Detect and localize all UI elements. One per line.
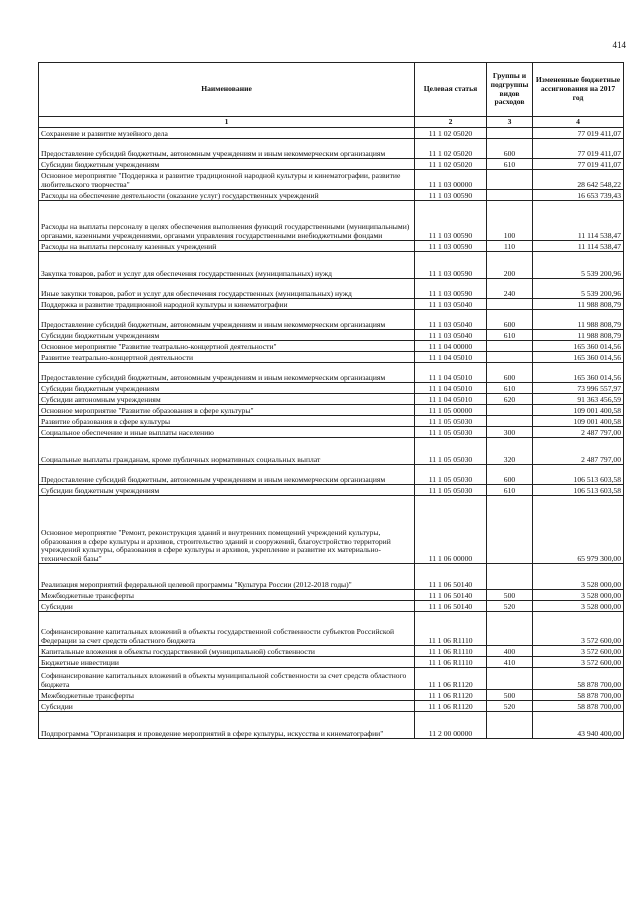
row-name-cell: Софинансирование капитальных вложений в объекты муниципальной собственности за счет средств областного бюджета (39, 668, 415, 690)
row-name-cell: Субсидии бюджетным учреждениям (39, 159, 415, 170)
row-expense-group-cell (487, 128, 533, 139)
table-row (39, 159, 624, 170)
column-number: 2 (415, 117, 487, 128)
table-row (39, 201, 624, 241)
row-expense-group-cell: 300 (487, 427, 533, 438)
table-row (39, 128, 624, 139)
row-name-cell: Субсидии бюджетным учреждениям (39, 383, 415, 394)
row-target-article-cell: 11 1 04 05010 (415, 352, 487, 363)
row-amount-cell: 58 878 700,00 (533, 701, 624, 712)
row-name-cell: Предоставление субсидий бюджетным, автономным учреждениям и иным некоммерческим организациям (39, 310, 415, 330)
row-name-cell: Закупка товаров, работ и услуг для обеспечения государственных (муниципальных) нужд (39, 252, 415, 279)
row-expense-group-cell: 320 (487, 438, 533, 465)
row-target-article-cell: 11 1 03 05040 (415, 299, 487, 310)
row-target-article-cell: 11 1 04 00000 (415, 341, 487, 352)
row-amount-cell: 3 528 000,00 (533, 601, 624, 612)
table-row (39, 352, 624, 363)
row-expense-group-cell: 400 (487, 646, 533, 657)
row-name-cell: Основное мероприятие "Ремонт, реконструкция зданий и внутренних помещений учреждений культуры, образования в сфере культуры и архивов, строительство зданий и сооружений, благоустройство территорий учреждений культуры, образования в сфере культуры и архивов, укрепление и развитие их материально-технической базы" (39, 496, 415, 564)
table-row (39, 612, 624, 646)
row-name-cell: Предоставление субсидий бюджетным, автономным учреждениям и иным некоммерческим организациям (39, 139, 415, 159)
row-amount-cell: 3 572 600,00 (533, 646, 624, 657)
row-amount-cell: 109 001 400,58 (533, 405, 624, 416)
row-expense-group-cell: 610 (487, 383, 533, 394)
row-expense-group-cell (487, 190, 533, 201)
table-row (39, 668, 624, 690)
row-amount-cell: 77 019 411,07 (533, 159, 624, 170)
table-row (39, 601, 624, 612)
row-name-cell: Сохранение и развитие музейного дела (39, 128, 415, 139)
row-target-article-cell: 11 1 06 R1120 (415, 701, 487, 712)
page-number: 414 (612, 40, 626, 50)
row-amount-cell: 3 572 600,00 (533, 612, 624, 646)
column-number: 1 (39, 117, 415, 128)
row-target-article-cell: 11 1 03 00590 (415, 252, 487, 279)
row-expense-group-cell (487, 170, 533, 190)
table-row (39, 438, 624, 465)
row-expense-group-cell: 610 (487, 485, 533, 496)
row-expense-group-cell: 610 (487, 159, 533, 170)
row-name-cell: Расходы на выплаты персоналу в целях обеспечения выполнения функций государственными (муниципальными) органами, казенными учреждениями, органами управления государственными внебюджетными фондами (39, 201, 415, 241)
row-expense-group-cell: 100 (487, 201, 533, 241)
row-target-article-cell: 11 1 03 05040 (415, 310, 487, 330)
row-expense-group-cell (487, 405, 533, 416)
table-row (39, 363, 624, 383)
row-target-article-cell: 11 1 06 R1110 (415, 657, 487, 668)
row-expense-group-cell: 610 (487, 330, 533, 341)
table-row (39, 690, 624, 701)
row-amount-cell: 11 988 808,79 (533, 299, 624, 310)
row-target-article-cell: 11 1 05 00000 (415, 405, 487, 416)
row-amount-cell: 73 996 557,97 (533, 383, 624, 394)
table-row (39, 657, 624, 668)
table-row (39, 496, 624, 564)
row-amount-cell: 91 363 456,59 (533, 394, 624, 405)
row-expense-group-cell: 110 (487, 241, 533, 252)
header-name: Наименование (39, 63, 415, 117)
row-expense-group-cell (487, 352, 533, 363)
row-expense-group-cell: 620 (487, 394, 533, 405)
row-amount-cell: 58 878 700,00 (533, 690, 624, 701)
row-name-cell: Развитие образования в сфере культуры (39, 416, 415, 427)
row-name-cell: Субсидии автономным учреждениям (39, 394, 415, 405)
row-expense-group-cell (487, 612, 533, 646)
row-expense-group-cell (487, 668, 533, 690)
row-amount-cell: 165 360 014,56 (533, 363, 624, 383)
row-name-cell: Капитальные вложения в объекты государственной (муниципальной) собственности (39, 646, 415, 657)
row-target-article-cell: 11 1 05 05030 (415, 416, 487, 427)
table-row (39, 139, 624, 159)
row-amount-cell: 16 653 739,43 (533, 190, 624, 201)
column-number: 3 (487, 117, 533, 128)
row-target-article-cell: 11 1 06 00000 (415, 496, 487, 564)
row-name-cell: Развитие театрально-концертной деятельности (39, 352, 415, 363)
row-expense-group-cell (487, 341, 533, 352)
table-row (39, 465, 624, 485)
row-expense-group-cell: 520 (487, 601, 533, 612)
row-target-article-cell: 11 1 06 R1110 (415, 612, 487, 646)
row-target-article-cell: 11 1 03 00590 (415, 241, 487, 252)
row-amount-cell: 43 940 400,00 (533, 712, 624, 739)
row-expense-group-cell: 240 (487, 279, 533, 299)
row-name-cell: Межбюджетные трансферты (39, 690, 415, 701)
row-name-cell: Основное мероприятие "Поддержка и развитие традиционной народной культуры и кинематографии, развитие любительского творчества" (39, 170, 415, 190)
row-target-article-cell: 11 1 03 00000 (415, 170, 487, 190)
row-amount-cell: 3 572 600,00 (533, 657, 624, 668)
row-expense-group-cell (487, 564, 533, 590)
row-name-cell: Бюджетные инвестиции (39, 657, 415, 668)
table-row (39, 241, 624, 252)
column-number: 4 (533, 117, 624, 128)
row-amount-cell: 3 528 000,00 (533, 564, 624, 590)
row-name-cell: Основное мероприятие "Развитие театрально-концертной деятельности" (39, 341, 415, 352)
row-amount-cell: 58 878 700,00 (533, 668, 624, 690)
row-target-article-cell: 11 1 06 R1120 (415, 668, 487, 690)
row-amount-cell: 5 539 200,96 (533, 252, 624, 279)
row-expense-group-cell: 410 (487, 657, 533, 668)
row-expense-group-cell (487, 712, 533, 739)
row-amount-cell: 165 360 014,56 (533, 341, 624, 352)
header-target-article: Целевая статья (415, 63, 487, 117)
row-target-article-cell: 11 1 03 00590 (415, 201, 487, 241)
row-amount-cell: 11 114 538,47 (533, 241, 624, 252)
row-name-cell: Субсидии бюджетным учреждениям (39, 485, 415, 496)
row-expense-group-cell (487, 496, 533, 564)
row-amount-cell: 77 019 411,07 (533, 139, 624, 159)
table-row (39, 646, 624, 657)
table-row (39, 712, 624, 739)
row-name-cell: Основное мероприятие "Развитие образования в сфере культуры" (39, 405, 415, 416)
row-amount-cell: 109 001 400,58 (533, 416, 624, 427)
row-name-cell: Субсидии (39, 601, 415, 612)
row-name-cell: Социальные выплаты гражданам, кроме публичных нормативных социальных выплат (39, 438, 415, 465)
row-expense-group-cell: 600 (487, 465, 533, 485)
row-name-cell: Подпрограмма "Организация и проведение мероприятий в сфере культуры, искусства и кинематографии" (39, 712, 415, 739)
row-name-cell: Расходы на выплаты персоналу казенных учреждений (39, 241, 415, 252)
table-body (39, 128, 624, 739)
row-name-cell: Софинансирование капитальных вложений в объекты государственной собственности субъектов Российской Федерации за счет средств областного бюджета (39, 612, 415, 646)
table-row (39, 252, 624, 279)
row-name-cell: Предоставление субсидий бюджетным, автономным учреждениям и иным некоммерческим организациям (39, 465, 415, 485)
row-name-cell: Субсидии бюджетным учреждениям (39, 330, 415, 341)
row-target-article-cell: 11 1 03 00590 (415, 190, 487, 201)
row-target-article-cell: 11 1 05 05030 (415, 465, 487, 485)
column-number-row (39, 117, 624, 128)
row-amount-cell: 5 539 200,96 (533, 279, 624, 299)
row-expense-group-cell: 600 (487, 363, 533, 383)
table-row (39, 299, 624, 310)
row-expense-group-cell: 600 (487, 139, 533, 159)
header-amount: Измененные бюджетные ассигнования на 2017 год (533, 63, 624, 117)
table-row (39, 564, 624, 590)
row-amount-cell: 2 487 797,00 (533, 427, 624, 438)
row-amount-cell: 77 019 411,07 (533, 128, 624, 139)
row-amount-cell: 3 528 000,00 (533, 590, 624, 601)
row-expense-group-cell: 600 (487, 310, 533, 330)
row-target-article-cell: 11 1 04 05010 (415, 363, 487, 383)
row-target-article-cell: 11 1 02 05020 (415, 159, 487, 170)
row-amount-cell: 11 988 808,79 (533, 310, 624, 330)
row-name-cell: Субсидии (39, 701, 415, 712)
row-target-article-cell: 11 1 05 05030 (415, 485, 487, 496)
row-target-article-cell: 11 1 02 05020 (415, 139, 487, 159)
row-target-article-cell: 11 1 06 50140 (415, 564, 487, 590)
table-row (39, 310, 624, 330)
row-expense-group-cell (487, 299, 533, 310)
table-row (39, 485, 624, 496)
table-row (39, 190, 624, 201)
row-target-article-cell: 11 1 02 05020 (415, 128, 487, 139)
row-amount-cell: 106 513 603,58 (533, 465, 624, 485)
row-amount-cell: 165 360 014,56 (533, 352, 624, 363)
table-row (39, 394, 624, 405)
row-target-article-cell: 11 2 00 00000 (415, 712, 487, 739)
row-name-cell: Межбюджетные трансферты (39, 590, 415, 601)
row-name-cell: Реализация мероприятий федеральной целевой программы "Культура России (2012-2018 годы)" (39, 564, 415, 590)
budget-table (38, 62, 624, 739)
header-row (39, 63, 624, 117)
row-amount-cell: 11 988 808,79 (533, 330, 624, 341)
row-name-cell: Поддержка и развитие традиционной народной культуры и кинематографии (39, 299, 415, 310)
table-row (39, 416, 624, 427)
row-name-cell: Расходы на обеспечение деятельности (оказание услуг) государственных учреждений (39, 190, 415, 201)
row-name-cell: Социальное обеспечение и иные выплаты населению (39, 427, 415, 438)
row-target-article-cell: 11 1 03 05040 (415, 330, 487, 341)
row-amount-cell: 2 487 797,00 (533, 438, 624, 465)
header-expense-group: Группы и подгруппы видов расходов (487, 63, 533, 117)
row-target-article-cell: 11 1 05 05030 (415, 427, 487, 438)
row-expense-group-cell: 500 (487, 690, 533, 701)
row-amount-cell: 11 114 538,47 (533, 201, 624, 241)
row-target-article-cell: 11 1 06 50140 (415, 590, 487, 601)
row-target-article-cell: 11 1 03 00590 (415, 279, 487, 299)
row-name-cell: Иные закупки товаров, работ и услуг для обеспечения государственных (муниципальных) нужд (39, 279, 415, 299)
table-row (39, 405, 624, 416)
row-target-article-cell: 11 1 06 50140 (415, 601, 487, 612)
row-expense-group-cell (487, 416, 533, 427)
row-target-article-cell: 11 1 04 05010 (415, 383, 487, 394)
table-row (39, 383, 624, 394)
row-target-article-cell: 11 1 06 R1110 (415, 646, 487, 657)
row-expense-group-cell: 520 (487, 701, 533, 712)
row-expense-group-cell: 200 (487, 252, 533, 279)
row-target-article-cell: 11 1 04 05010 (415, 394, 487, 405)
table-row (39, 590, 624, 601)
table-row (39, 341, 624, 352)
row-expense-group-cell: 500 (487, 590, 533, 601)
table-row (39, 279, 624, 299)
table-row (39, 427, 624, 438)
table-row (39, 330, 624, 341)
row-target-article-cell: 11 1 06 R1120 (415, 690, 487, 701)
table-row (39, 701, 624, 712)
table-row (39, 170, 624, 190)
row-amount-cell: 65 979 300,00 (533, 496, 624, 564)
row-amount-cell: 106 513 603,58 (533, 485, 624, 496)
row-target-article-cell: 11 1 05 05030 (415, 438, 487, 465)
row-name-cell: Предоставление субсидий бюджетным, автономным учреждениям и иным некоммерческим организациям (39, 363, 415, 383)
row-amount-cell: 28 642 548,22 (533, 170, 624, 190)
